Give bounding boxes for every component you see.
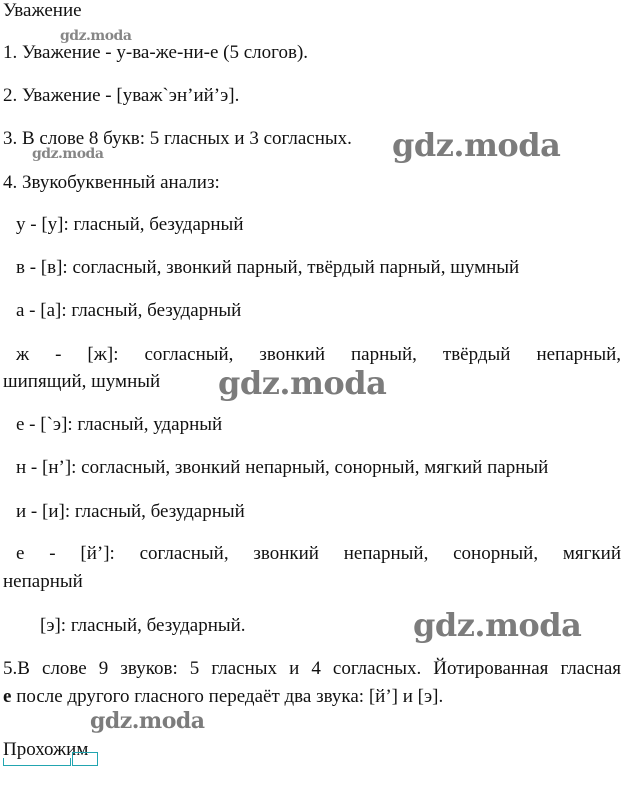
item-transcription: 2. Уважение - [уваж`эн’ий’э]. [3, 85, 240, 106]
document-title: Уважение [3, 0, 82, 21]
watermark: gdz.moda [32, 146, 104, 162]
analysis-e-jot: е - [й’]: согласный, звонкий непарный, сонорный, мягкий [16, 543, 621, 564]
item-syllables: 1. Уважение - у-ва-же-ни-е (5 слогов). [3, 42, 309, 63]
link-highlight-box-2 [72, 752, 98, 766]
watermark: gdz.moda [90, 708, 205, 734]
item-letters: 3. В слове 8 букв: 5 гласных и 3 согласных. [3, 128, 352, 149]
watermark: gdz.moda [392, 126, 561, 164]
conclusion-line-2 [3, 686, 443, 708]
analysis-i: и - [и]: гласный, безударный [16, 501, 245, 522]
analysis-a: а - [а]: гласный, безударный [16, 300, 242, 321]
watermark: gdz.moda [218, 364, 387, 402]
analysis-v: в - [в]: согласный, звонкий парный, твёрдый парный, шумный [16, 257, 520, 278]
conclusion-line-1: 5.В слове 9 звуков: 5 гласных и 4 согласных. Йотированная гласная [3, 658, 621, 679]
analysis-n: н - [н’]: согласный, звонкий непарный, сонорный, мягкий парный [16, 457, 549, 478]
analysis-e-jot-cont: непарный [3, 571, 83, 592]
link-highlight-box [3, 758, 71, 766]
analysis-u: у - [у]: гласный, безударный [16, 214, 244, 235]
watermark: gdz.moda [60, 28, 132, 44]
conclusion-letter: е [3, 686, 12, 707]
analysis-e-vowel: [э]: гласный, безударный. [40, 615, 246, 636]
footer-link[interactable]: Прохожим [3, 739, 89, 760]
analysis-zh-cont: шипящий, шумный [3, 371, 161, 392]
item-analysis-heading: 4. Звукобуквенный анализ: [3, 172, 220, 193]
watermark: gdz.moda [413, 606, 582, 644]
analysis-e-stressed: е - [`э]: гласный, ударный [16, 414, 223, 435]
analysis-zh: ж - [ж]: согласный, звонкий парный, твёрдый непарный, [16, 344, 621, 365]
conclusion-text: после другого гласного передаёт два звука: [й’] и [э]. [11, 686, 444, 707]
